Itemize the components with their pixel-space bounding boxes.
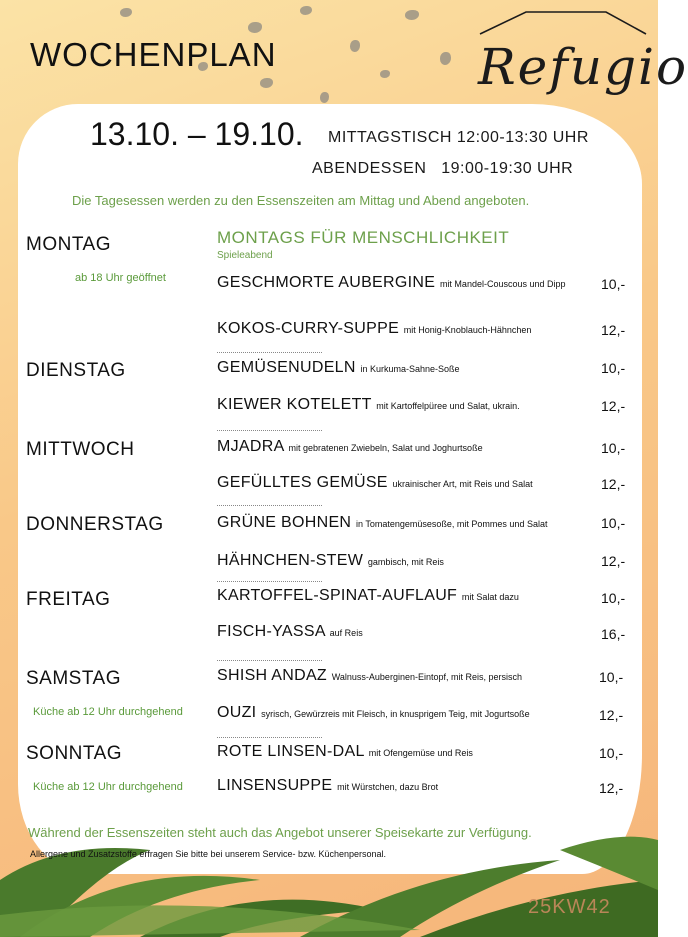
- dish-price: 10,-: [601, 360, 626, 376]
- dish-item: [217, 777, 612, 796]
- dish-price: 10,-: [599, 669, 624, 685]
- dish-name: GESCHMORTE AUBERGINE: [217, 274, 436, 291]
- day-thursday: DONNERSTAG: [26, 514, 164, 535]
- separator-line: [217, 737, 322, 738]
- dish-name: FISCH-YASSA: [217, 623, 325, 640]
- dish-description: Walnuss-Auberginen-Eintopf, mit Reis, persisch: [331, 672, 522, 682]
- dish-price: 12,-: [601, 553, 626, 569]
- dish-item: [217, 587, 612, 606]
- dish-name: OUZI: [217, 704, 257, 721]
- day-saturday: SAMSTAG: [26, 668, 121, 689]
- dish-item: [217, 704, 612, 723]
- dinner-hours: ABENDESSEN 19:00-19:30 UHR: [312, 160, 574, 177]
- dish-price: 10,-: [601, 276, 626, 292]
- dish-item: [217, 667, 612, 686]
- dish-price: 12,-: [599, 780, 624, 796]
- dish-description: auf Reis: [329, 628, 363, 638]
- dish-price: 16,-: [601, 626, 626, 642]
- dish-price: 12,-: [599, 707, 624, 723]
- monday-special-subtitle: Spieleabend: [217, 250, 273, 261]
- dish-price: 10,-: [601, 440, 626, 456]
- dish-description: gambisch, mit Reis: [367, 557, 444, 567]
- dish-item: [217, 743, 612, 762]
- day-wednesday: MITTWOCH: [26, 439, 135, 460]
- refugio-logo: Refugio: [478, 38, 688, 96]
- dish-name: SHISH ANDAZ: [217, 667, 327, 684]
- dish-price: 12,-: [601, 476, 626, 492]
- dish-description: ukrainischer Art, mit Reis und Salat: [392, 479, 533, 489]
- dish-name: ROTE LINSEN-DAL: [217, 743, 365, 760]
- dish-price: 10,-: [599, 745, 624, 761]
- dish-name: KIEWER KOTELETT: [217, 396, 372, 413]
- menu-card-note: Während der Essenszeiten steht auch das Angebot unserer Speisekarte zur Verfügung.: [28, 825, 532, 840]
- separator-line: [217, 581, 322, 582]
- dish-name: LINSENSUPPE: [217, 777, 333, 794]
- separator-line: [217, 430, 322, 431]
- day-tuesday: DIENSTAG: [26, 360, 126, 381]
- dish-item: [217, 396, 612, 415]
- dish-item: [217, 320, 612, 339]
- dish-price: 10,-: [601, 590, 626, 606]
- monday-special-title: MONTAGS FÜR MENSCHLICHKEIT: [217, 228, 510, 247]
- sunday-hours-note: Küche ab 12 Uhr durchgehend: [33, 781, 183, 793]
- dish-price: 10,-: [601, 515, 626, 531]
- lunch-hours: MITTAGSTISCH 12:00-13:30 UHR: [328, 129, 589, 146]
- dish-description: mit gebratenen Zwiebeln, Salat und Joghurtsoße: [288, 443, 483, 453]
- dish-name: GEFÜLLTES GEMÜSE: [217, 474, 388, 491]
- separator-line: [217, 505, 322, 506]
- dish-name: KARTOFFEL-SPINAT-AUFLAUF: [217, 587, 458, 604]
- dish-item: [217, 438, 612, 457]
- day-monday: MONTAG: [26, 234, 111, 255]
- separator-line: [217, 352, 322, 353]
- allergen-note: Allergene und Zusatzstoffe erfragen Sie bitte bei unserem Service- bzw. Küchenpersonal.: [30, 849, 387, 859]
- dish-item: [217, 623, 612, 642]
- dish-description: mit Honig-Knoblauch-Hähnchen: [403, 325, 532, 335]
- saturday-hours-note: Küche ab 12 Uhr durchgehend: [33, 706, 183, 718]
- day-friday: FREITAG: [26, 589, 111, 610]
- dish-item: [217, 514, 612, 533]
- dish-name: MJADRA: [217, 438, 284, 455]
- separator-line: [217, 660, 322, 661]
- dish-name: HÄHNCHEN-STEW: [217, 552, 364, 569]
- dish-item: [217, 274, 612, 293]
- dish-description: mit Mandel-Couscous und Dipp: [439, 279, 566, 289]
- dish-price: 12,-: [601, 398, 626, 414]
- dish-price: 12,-: [601, 322, 626, 338]
- dish-name: GEMÜSENUDELN: [217, 359, 356, 376]
- dish-name: GRÜNE BOHNEN: [217, 514, 352, 531]
- week-code: 25KW42: [528, 896, 611, 918]
- page-title: WOCHENPLAN: [30, 36, 277, 73]
- meal-times-note: Die Tagesessen werden zu den Essenszeiten am Mittag und Abend angeboten.: [72, 193, 530, 208]
- dish-item: [217, 474, 612, 493]
- dish-description: syrisch, Gewürzreis mit Fleisch, in knusprigem Teig, mit Jogurtsoße: [261, 709, 530, 719]
- dish-item: [217, 552, 612, 571]
- dish-item: [217, 359, 612, 378]
- dish-description: in Tomatengemüsesoße, mit Pommes und Salat: [356, 519, 548, 529]
- dish-description: mit Salat dazu: [461, 592, 519, 602]
- day-sunday: SONNTAG: [26, 743, 123, 764]
- dish-description: in Kurkuma-Sahne-Soße: [360, 364, 460, 374]
- dish-description: mit Kartoffelpüree und Salat, ukrain.: [376, 401, 520, 411]
- date-range: 13.10. – 19.10.: [90, 116, 304, 152]
- dish-name: KOKOS-CURRY-SUPPE: [217, 320, 400, 337]
- dish-description: mit Würstchen, dazu Brot: [337, 782, 439, 792]
- dish-description: mit Ofengemüse und Reis: [368, 748, 473, 758]
- monday-hours-note: ab 18 Uhr geöffnet: [75, 272, 166, 284]
